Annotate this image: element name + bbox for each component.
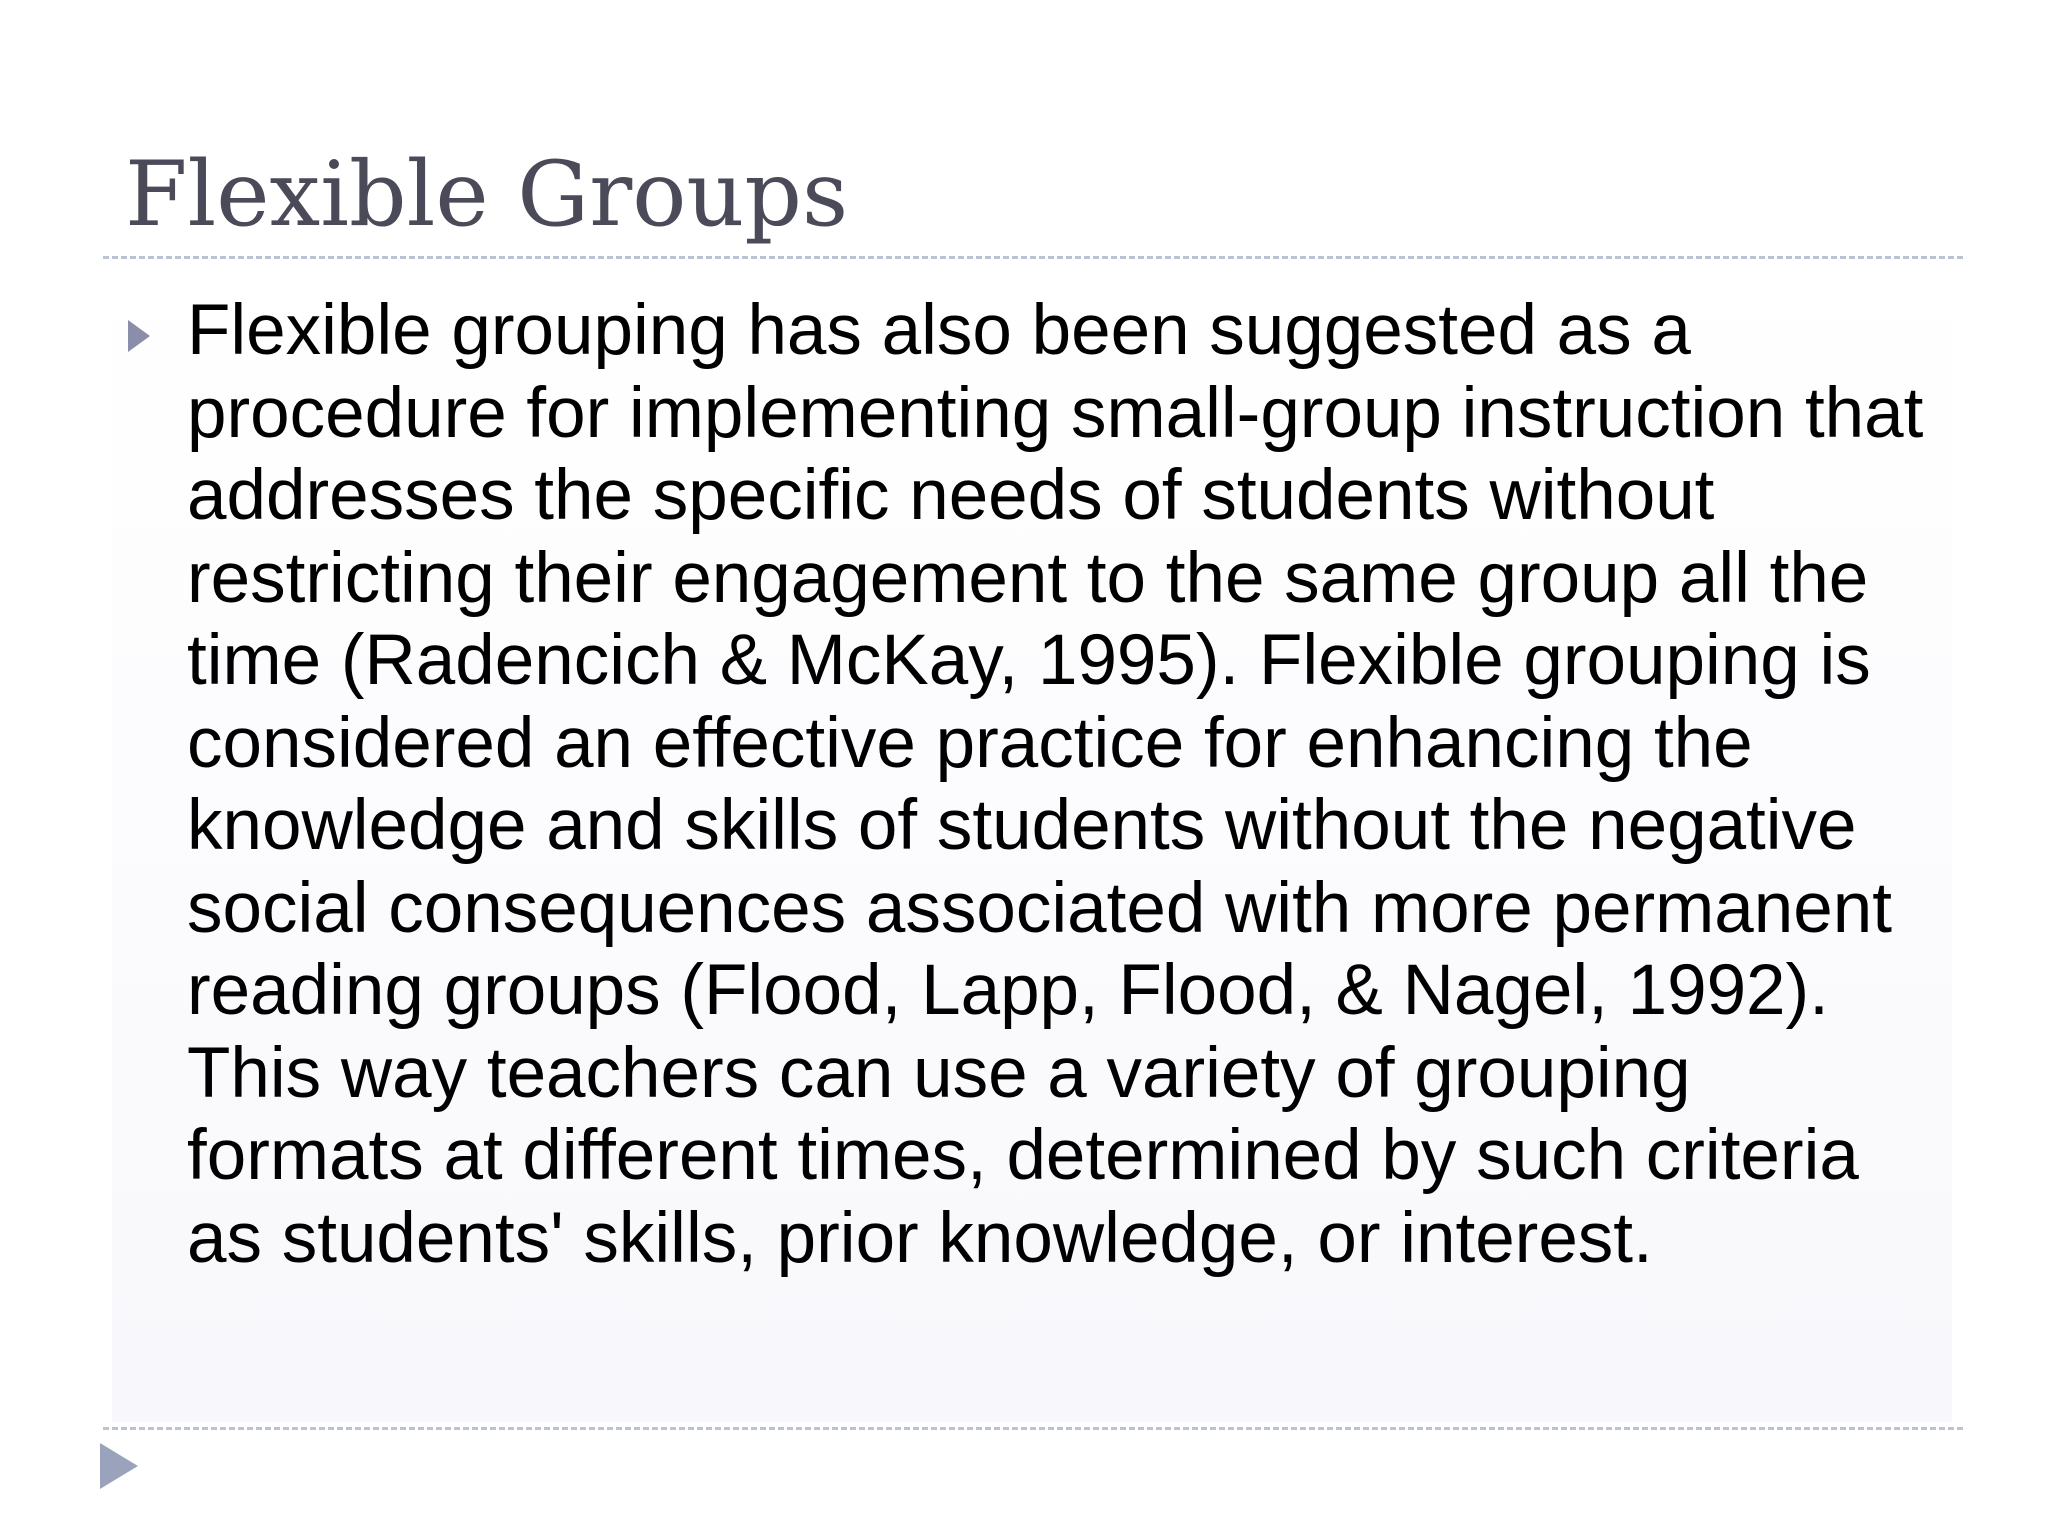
title-divider — [103, 256, 1963, 259]
bullet-text: Flexible grouping has also been suggested as a procedure for implementing small-group instruction that addresses the specific needs of students without restricting their engagement to the same group all the time (Radencich & McKay, 1995). Flexible grouping is considered an effective practice for enhancing the knowledge and skills of students without the negative social consequences associated with more permanent reading groups (Flood, Lapp, Flood, & Nagel, 1992). This way teachers can use a variety of grouping formats at different times, determined by such criteria as students' skills, prior knowledge, or interest. — [187, 291, 1924, 1278]
footer-divider — [103, 1427, 1963, 1430]
next-slide-arrow-icon[interactable] — [100, 1443, 138, 1489]
slide-title: Flexible Groups — [125, 142, 849, 247]
triangle-bullet-icon — [128, 320, 150, 352]
